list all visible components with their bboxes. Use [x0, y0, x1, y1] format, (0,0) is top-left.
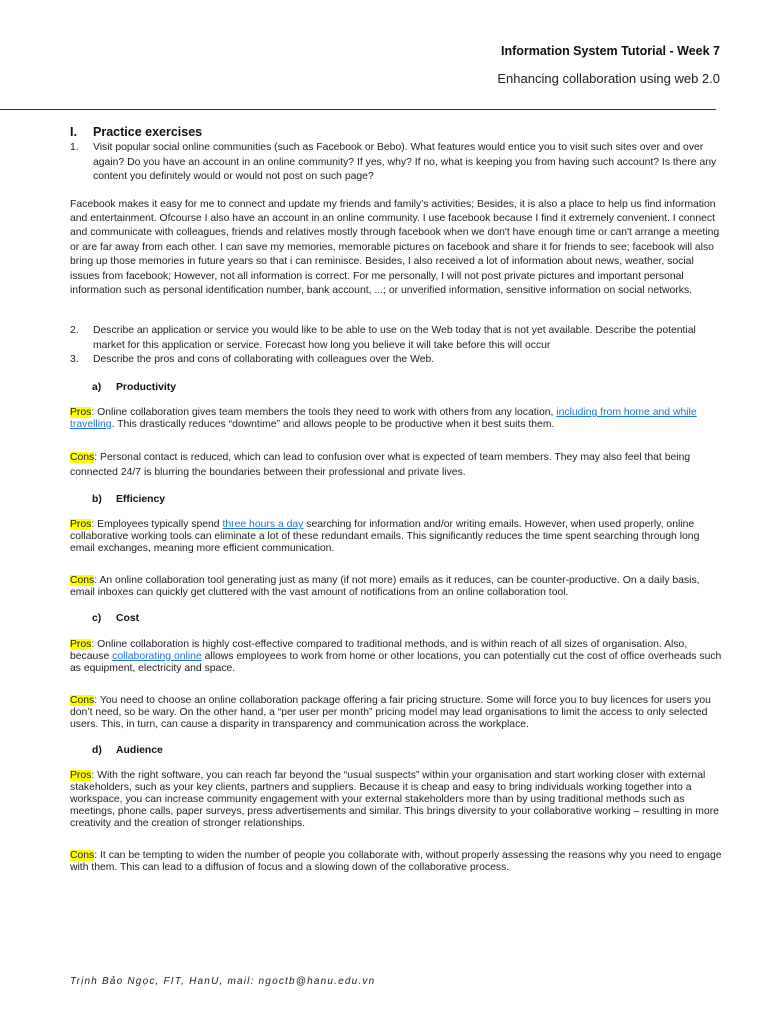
subsection-title: Efficiency: [116, 493, 166, 505]
section-number: I.: [70, 125, 77, 139]
question-1: [70, 141, 722, 184]
header-title: Information System Tutorial - Week 7: [500, 44, 720, 58]
question-number: 2.: [70, 325, 79, 337]
pros-paragraph: [70, 407, 722, 431]
page-footer: Trịnh Bảo Ngọc, FIT, HanU, mail: ngoctb@hanu.edu.vn: [70, 976, 376, 987]
subsection-title: Audience: [116, 744, 163, 756]
pros-text: searching for information and/or writing emails. However, when used properly, online collaborative working tools can eliminate a lot of these redundant emails. This significantly reduces the time spent searching through long email exchanges, meaning more efficient communication.: [70, 519, 700, 555]
link-three-hours-a-day[interactable]: three hours a day: [222, 519, 304, 531]
pros-text: allows employees to work from home or other locations, you can potentially cut the cost of office overheads such as equipment, electricity and space.: [70, 650, 722, 674]
question-3: [70, 353, 722, 367]
question-text: Visit popular social online communities (such as Facebook or Bebo). What features would entice you to visit such sites over and over again? Do you have an account in an online community? If yes, why? If no, what is keeping you from having such account? Is there any content you definitely would or would not post on such page?: [93, 142, 717, 183]
cons-label: Cons: [70, 850, 95, 862]
answer-paragraph: Facebook makes it easy for me to connect and update my friends and family’s activities; Besides, it is also a place to help us find information and entertainment. Ofcourse I also have an account in an online community. I use facebook because I find it extremely convenient. I connect and communicate with colleagues, friends and relatives mostly through facebook when we don't have enough time or can't arrange a meeting or are far away from each other. I can save my memories, memorable pictures on facebook and share it for friends to see; facebook will also bring up those memories in future years so that i can reminisce. Besides, I also received a lot of information about news, weather, social issues from facebook; However, not all information is correct. For me personally, I will not post private pictures and important personal information such as personal identification number, bank account, ...; or unverified information, sensitive information on social networks.: [70, 198, 720, 297]
pros-paragraph: [70, 519, 722, 555]
cons-paragraph: [70, 451, 722, 480]
pros-text: : With the right software, you can reach far beyond the “usual suspects” within your organisation and start working closer with external stakeholders, such as your key clients, partners and suppliers. Because it is cheap and easy to bring individuals working together into a workspace, you can increase community engagement with your external stakeholders more than by using traditional methods such as meetings, phone calls, paper surveys, press advertisements and similar. This brings diversity to your collaborative working – resulting in more creativity and the creation of stronger relationships.: [70, 770, 719, 830]
cons-paragraph: [70, 695, 722, 731]
pros-text: : Employees typically spend: [91, 519, 223, 531]
cons-text: : Personal contact is reduced, which can lead to confusion over what is expected of team members. They may also feel that being connected 24/7 is blurring the boundaries between their professional and private lives.: [70, 452, 691, 478]
subsection-title: Productivity: [116, 381, 177, 393]
section-title: Practice exercises: [93, 125, 203, 139]
question-text: Describe the pros and cons of collaborating with colleagues over the Web.: [93, 354, 435, 366]
cons-paragraph: [70, 575, 722, 599]
pros-paragraph: [70, 770, 722, 830]
pros-label: Pros: [70, 770, 92, 782]
question-number: 1.: [70, 142, 79, 154]
subsection-efficiency: [92, 493, 722, 507]
subsection-audience: [92, 744, 722, 758]
subsection-cost: [92, 612, 722, 626]
pros-text: : Online collaboration gives team members the tools they need to work with others from any location,: [91, 407, 557, 419]
pros-paragraph: [70, 639, 722, 675]
pros-label: Pros: [70, 638, 92, 650]
pros-label: Pros: [70, 519, 92, 531]
cons-label: Cons: [70, 452, 95, 464]
cons-text: : It can be tempting to widen the number of people you collaborate with, without properly assessing the reasons why you need to engage with them. This can lead to a diffusion of focus and a slowing down of the collaborative process.: [70, 850, 722, 874]
cons-paragraph: [70, 850, 722, 874]
header-subtitle: Enhancing collaboration using web 2.0: [497, 71, 720, 86]
subsection-letter: a): [92, 381, 102, 393]
subsection-letter: d): [92, 744, 102, 756]
subsection-title: Cost: [116, 613, 140, 625]
subsection-letter: c): [92, 613, 102, 625]
cons-text: : You need to choose an online collaboration package offering a fair pricing structure. Some will force you to buy licences for users you don’t need, so be wary. On the other hand, a “per user per month” pricing model may lead organisations to limit the access to only selected users. This, in turn, can cause a disparity in transparency and communication across the workplace.: [70, 694, 711, 730]
cons-label: Cons: [70, 575, 95, 587]
document-body: [70, 125, 722, 874]
link-including-from-home[interactable]: including from home and while travelling: [70, 407, 697, 431]
cons-text: : An online collaboration tool generating just as many (if not more) emails as it reduces, can be counter-productive. On a daily basis, email inboxes can quickly get cluttered with the vast amount of notifications from an online collaboration tool.: [70, 575, 700, 599]
question-number: 3.: [70, 354, 79, 366]
question-text: Describe an application or service you would like to be able to use on the Web today that is not yet available. Describe the potential market for this application or service. Forecast how long you believe it will take before this will occur: [93, 325, 696, 351]
section-heading: [70, 125, 722, 139]
header-divider: [0, 109, 716, 110]
pros-text: . This drastically reduces “downtime” and allows people to be productive when it best suits them.: [111, 419, 555, 431]
subsection-letter: b): [92, 493, 102, 505]
pros-label: Pros: [70, 407, 92, 419]
link-collaborating-online[interactable]: collaborating online: [112, 650, 202, 662]
question-2: [70, 324, 722, 353]
pros-text: : Online collaboration is highly cost-effective compared to traditional methods, and is within reach of all sizes of organisation. Also, because: [70, 638, 688, 662]
cons-label: Cons: [70, 694, 95, 706]
subsection-productivity: [92, 381, 722, 395]
